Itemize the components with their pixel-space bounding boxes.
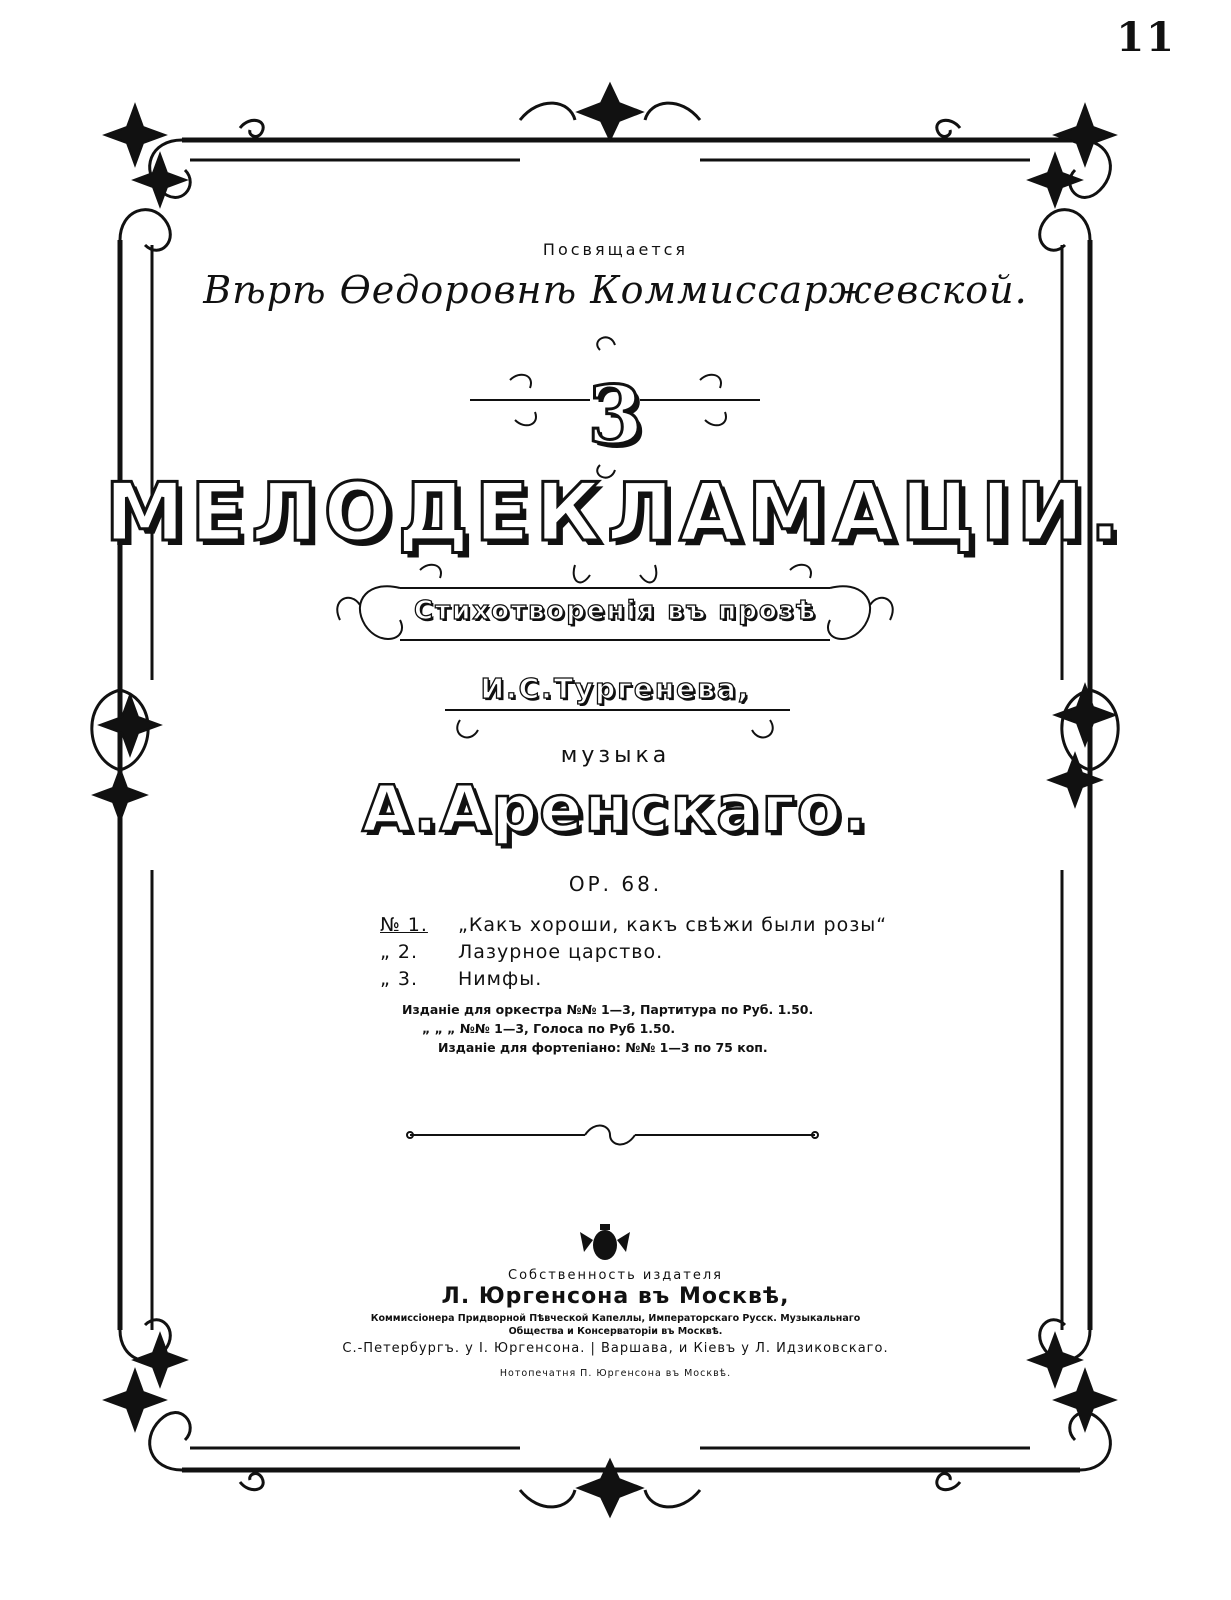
work-count: 3 [587, 368, 644, 462]
composer-name: А.Аренскаго. [361, 773, 870, 847]
music-label: музыка [560, 743, 671, 768]
publisher-details [0, 1312, 1231, 1338]
work-item [380, 939, 887, 966]
publisher-details-line: Общества и Консерваторіи въ Москвѣ. [508, 1326, 723, 1337]
publisher-branches: С.-Петербургъ. у І. Юргенсона. | Варшава, и Кіевъ у Л. Идзиковскаго. [342, 1341, 889, 1356]
margin-mark: 11 [1116, 14, 1176, 61]
works-list [380, 912, 887, 993]
edition-line: „ „ „ №№ 1—3, Голоса по Руб 1.50. [422, 1021, 676, 1036]
subtitle-cartouche [337, 565, 892, 738]
publisher-details-line: Коммиссіонера Придворной Пѣвческой Капеллы, Императорскаго Русск. Музыкальнаго [370, 1313, 861, 1324]
ownership-label: Собственность издателя [508, 1268, 723, 1283]
editions-list [402, 1000, 813, 1057]
dedicatee-name: Вѣрѣ Ѳедоровнѣ Коммиссаржевской. [203, 268, 1028, 312]
publisher-name: Л. Юргенсона въ Москвѣ, [441, 1284, 790, 1309]
work-item [380, 912, 887, 939]
imperial-eagle-emblem [580, 1224, 630, 1260]
opus-number: ОР. 68. [568, 872, 663, 896]
work-number: № 1. [380, 914, 428, 936]
poet-name: И.С.Тургенева, [480, 672, 751, 705]
dedication-label: Посвящается [542, 240, 689, 259]
work-title: „Какъ хороши, какъ свѣжи были розы“ [458, 914, 888, 936]
printer-credit: Нотопечатня П. Юргенсона въ Москвѣ. [499, 1368, 732, 1379]
main-title: МЕЛОДЕКЛАМАЦІИ. [104, 466, 1127, 559]
work-number: „ 3. [380, 968, 419, 990]
edition-line: Изданіе для оркестра №№ 1—3, Партитура по Руб. 1.50. [402, 1002, 814, 1017]
work-title: Нимфы. [458, 968, 543, 990]
subtitle: Стихотворенія въ прозѣ [414, 596, 817, 626]
work-title: Лазурное царство. [458, 941, 664, 963]
divider-ornament [407, 1126, 818, 1145]
edition-line: Изданіе для фортепіано: №№ 1—3 по 75 коп. [438, 1040, 768, 1055]
work-number: „ 2. [380, 941, 419, 963]
work-item [380, 966, 887, 993]
